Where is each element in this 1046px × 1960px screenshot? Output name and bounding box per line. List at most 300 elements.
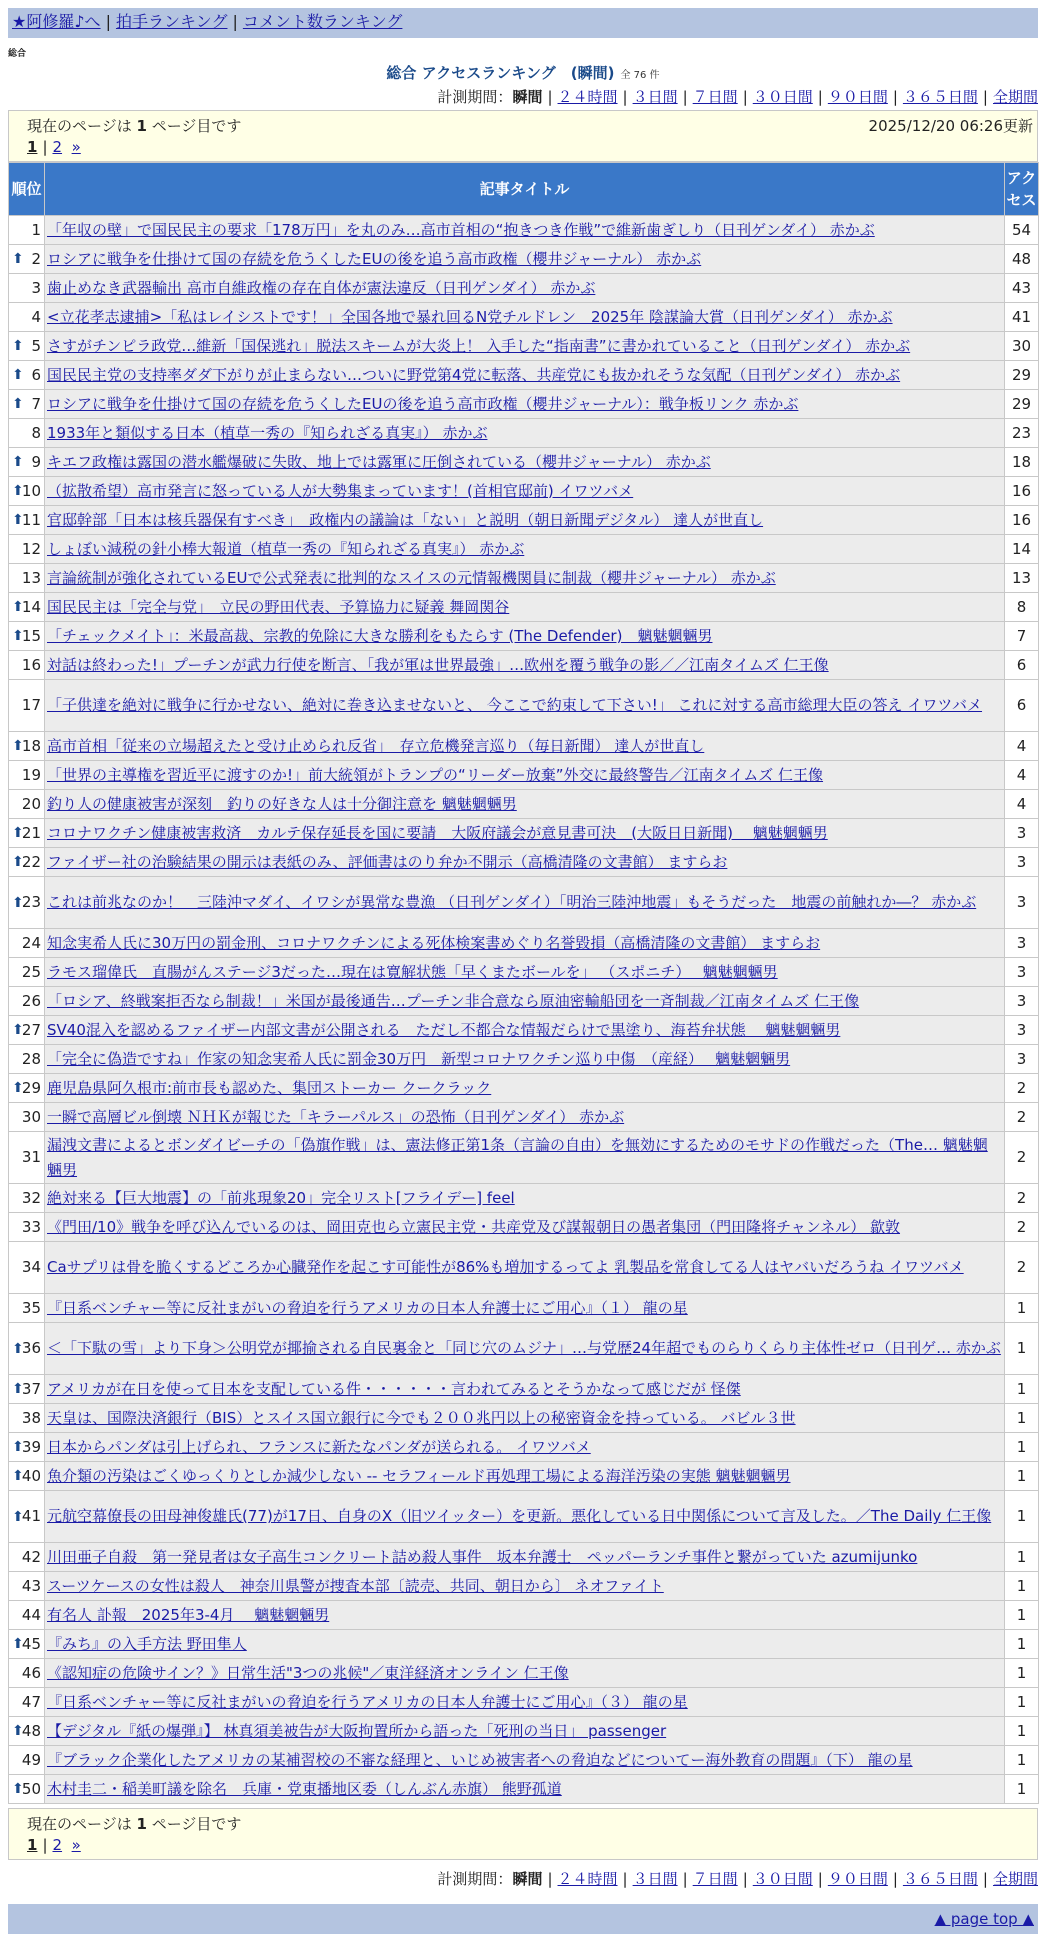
- table-row: [9, 958, 1039, 987]
- access-count: 1: [1005, 1404, 1039, 1433]
- rank-cell: [9, 1775, 45, 1804]
- rank-number: 8: [31, 423, 41, 442]
- next-page-link[interactable]: »: [71, 138, 81, 156]
- page-link-2[interactable]: 2: [52, 1836, 63, 1854]
- article-link[interactable]: 《門田/10》戦争を呼び込んでいるのは、岡田克也ら立憲民主党・共産党及び謀報朝日の愚者集団（門田隆将チャンネル） 歙敦: [47, 1217, 901, 1236]
- table-row: [9, 1746, 1039, 1775]
- article-link[interactable]: アメリカが在日を使って日本を支配している件・・・・・・言われてみるとそうかなって感じだが 怪傑: [47, 1379, 741, 1398]
- rank-number: 36: [21, 1339, 41, 1357]
- article-link[interactable]: 対話は終わった!」プーチンが武力行使を断言、「我が軍は世界最強」…欧州を覆う戦争の影／／江南タイムズ 仁王像: [47, 655, 829, 674]
- page-top-link[interactable]: ▲ page top ▲: [934, 1910, 1034, 1928]
- article-link[interactable]: さすがチンピラ政党…維新「国保逃れ」脱法スキームが大炎上！ 入手した“指南書”に書かれていること（日刊ゲンダイ） 赤かぶ: [47, 336, 911, 355]
- rank-cell: [9, 1074, 45, 1103]
- article-link[interactable]: 官邸幹部「日本は核兵器保有すべき」 政権内の議論は「ない」と説明（朝日新聞デジタル） 達人が世直し: [47, 510, 764, 529]
- rank-cell: [9, 1132, 45, 1184]
- rank-cell: [9, 477, 45, 506]
- access-count: 2: [1005, 1074, 1039, 1103]
- access-count: 1: [1005, 1717, 1039, 1746]
- table-row: [9, 1103, 1039, 1132]
- article-link[interactable]: <立花孝志逮捕>「私はレイシストです！」全国各地で暴れ回るN党チルドレン 2025年 陰謀論大賞（日刊ゲンダイ） 赤かぶ: [47, 307, 893, 326]
- rank-cell: [9, 1213, 45, 1242]
- article-link[interactable]: 1933年と類似する日本（植草一秀の『知られざる真実』） 赤かぶ: [47, 423, 488, 442]
- pager-top: [8, 110, 1038, 162]
- table-row: [9, 1184, 1039, 1213]
- article-link[interactable]: 国民民主は「完全与党」 立民の野田代表、予算協力に疑義 舞岡関谷: [47, 597, 510, 616]
- ranking-table: [8, 162, 1039, 1804]
- access-count: 3: [1005, 877, 1039, 929]
- table-row: [9, 361, 1039, 390]
- table-row: [9, 1659, 1039, 1688]
- rank-number: 21: [21, 823, 41, 842]
- rank-number: 24: [21, 933, 41, 952]
- column-header-access: アクセス: [1005, 163, 1039, 216]
- access-count: 7: [1005, 622, 1039, 651]
- article-link[interactable]: 《認知症の危険サイン？》日常生活"3つの兆候"／東洋経済オンライン 仁王像: [47, 1663, 569, 1682]
- table-row: [9, 1213, 1039, 1242]
- table-row: [9, 987, 1039, 1016]
- article-link[interactable]: 川田亜子自殺 第一発見者は女子高生コンクリート詰め殺人事件 坂本弁護士 ペッパーランチ事件と繋がっていた azumijunko: [47, 1547, 918, 1566]
- rank-cell: [9, 819, 45, 848]
- rank-cell: [9, 361, 45, 390]
- rank-cell: [9, 245, 45, 274]
- access-count: 43: [1005, 274, 1039, 303]
- title-cell: [45, 1572, 1005, 1601]
- title-cell: [45, 1491, 1005, 1543]
- up-arrow-icon: ⬆: [12, 512, 24, 528]
- access-count: 3: [1005, 1045, 1039, 1074]
- rank-number: 9: [31, 452, 41, 471]
- period-option[interactable]: 全期間: [992, 88, 1038, 106]
- rank-cell: [9, 651, 45, 680]
- title-cell: [45, 1630, 1005, 1659]
- page-link-current[interactable]: 1: [27, 1836, 38, 1854]
- rank-cell: [9, 216, 45, 245]
- rank-number: 41: [21, 1507, 41, 1525]
- item-count: 全 76 件: [620, 70, 660, 81]
- title-cell: [45, 564, 1005, 593]
- article-link[interactable]: 「世界の主導権を習近平に渡すのか!」前大統領がトランプの“リーダー放棄”外交に最終警告／江南タイムズ 仁王像: [47, 765, 824, 784]
- table-row: [9, 1543, 1039, 1572]
- nav-home-link[interactable]: ★阿修羅♪へ: [12, 12, 101, 31]
- access-count: 18: [1005, 448, 1039, 477]
- table-row: [9, 1404, 1039, 1433]
- article-link[interactable]: 日本からパンダは引上げられ、フランスに新たなパンダが送られる。 イワツバメ: [47, 1437, 591, 1456]
- rank-number: 23: [21, 893, 41, 911]
- article-link[interactable]: ファイザー社の治験結果の開示は表紙のみ、評価書はのり弁か不開示（高橋清隆の文書館） ますらお: [47, 852, 728, 871]
- title-cell: [45, 361, 1005, 390]
- rank-number: 16: [21, 655, 41, 674]
- period-option[interactable]: ３０日間: [752, 1870, 813, 1888]
- article-link[interactable]: 歯止めなき武器輸出 高市自維政権の存在自体が憲法違反（日刊ゲンダイ） 赤かぶ: [47, 278, 596, 297]
- period-separator: |: [982, 1870, 988, 1888]
- period-option[interactable]: ３０日間: [752, 88, 813, 106]
- table-row: [9, 1074, 1039, 1103]
- rank-cell: [9, 1323, 45, 1375]
- rank-cell: [9, 1433, 45, 1462]
- rank-number: 2: [31, 249, 41, 268]
- category-label: 総合: [8, 49, 27, 59]
- article-link[interactable]: 天皇は、国際決済銀行（BIS）とスイス国立銀行に今でも２００兆円以上の秘密資金を持っている。 バビル３世: [47, 1408, 796, 1427]
- article-link[interactable]: 釣り人の健康被害が深刻 釣りの好きな人は十分御注意を 魑魅魍魎男: [47, 794, 517, 813]
- rank-cell: [9, 958, 45, 987]
- rank-cell: [9, 1103, 45, 1132]
- table-row: [9, 1016, 1039, 1045]
- article-link[interactable]: Caサプリは骨を脆くするどころか心臓発作を起こす可能性が86%も増加するってよ 乳製品を常食してる人はヤバいだろうね イワツバメ: [47, 1258, 964, 1276]
- rank-cell: [9, 419, 45, 448]
- period-option[interactable]: ３日間: [632, 88, 678, 106]
- article-link[interactable]: キエフ政権は露国の潜水艦爆破に失敗、地上では露軍に圧倒されている（櫻井ジャーナル） 赤かぶ: [47, 452, 711, 471]
- rank-cell: [9, 1746, 45, 1775]
- article-link[interactable]: SV40混入を認めるファイザー内部文書が公開される ただし不都合な情報だらけで黒塗り、海苔弁状態 魑魅魍魎男: [47, 1020, 841, 1039]
- table-row: [9, 245, 1039, 274]
- rank-cell: [9, 1659, 45, 1688]
- article-link[interactable]: これは前兆なのか！ 三陸沖マダイ、イワシが異常な豊漁 （日刊ゲンダイ）「明治三陸沖地震」もそうだった 地震の前触れか―？ 赤かぶ: [47, 893, 977, 911]
- column-header-rank: 順位: [9, 163, 45, 216]
- rank-number: 22: [21, 852, 41, 871]
- period-selector-bottom: [437, 1868, 1038, 1889]
- title-cell: [45, 1659, 1005, 1688]
- rank-cell: [9, 1016, 45, 1045]
- title-cell: [45, 274, 1005, 303]
- rank-number: 26: [21, 991, 41, 1010]
- access-count: 4: [1005, 790, 1039, 819]
- article-link[interactable]: 高市首相「従来の立場超えたと受け止められ反省」 存立危機発言巡り（毎日新聞） 達人が世直し: [47, 736, 705, 755]
- pager-bottom: [8, 1808, 1038, 1860]
- table-row: [9, 1572, 1039, 1601]
- table-row: [9, 477, 1039, 506]
- table-row: [9, 1242, 1039, 1294]
- access-count: 1: [1005, 1659, 1039, 1688]
- table-row: [9, 1688, 1039, 1717]
- rank-cell: [9, 1717, 45, 1746]
- title-cell: [45, 506, 1005, 535]
- article-link[interactable]: ロシアに戦争を仕掛けて国の存続を危うくしたEUの後を追う高市政権（櫻井ジャーナル）：戦争板リンク 赤かぶ: [47, 394, 799, 413]
- article-link[interactable]: 「ロシア、終戦案拒否なら制裁！」米国が最後通告…プーチン非合意なら原油密輸船団を一斉制裁／江南タイムズ 仁王像: [47, 991, 860, 1010]
- rank-cell: [9, 535, 45, 564]
- rank-cell: [9, 506, 45, 535]
- access-count: 1: [1005, 1630, 1039, 1659]
- article-link[interactable]: 【デジタル『紙の爆弾』】 林真須美被告が大阪拘置所から語った「死刑の当日」 passenger: [47, 1721, 667, 1740]
- rank-cell: [9, 332, 45, 361]
- access-count: 2: [1005, 1242, 1039, 1294]
- rank-number: 4: [31, 307, 41, 326]
- period-option[interactable]: ７日間: [692, 1870, 738, 1888]
- title-cell: [45, 1462, 1005, 1491]
- table-row: [9, 506, 1039, 535]
- title-cell: [45, 1045, 1005, 1074]
- table-row: [9, 680, 1039, 732]
- title-cell: [45, 332, 1005, 361]
- access-count: 48: [1005, 245, 1039, 274]
- up-arrow-icon: ⬆: [12, 825, 24, 841]
- article-link[interactable]: 『日系ベンチャー等に反社まがいの脅迫を行うアメリカの日本人弁護士にご用心』（３） 龍の星: [47, 1692, 688, 1711]
- rank-cell: [9, 593, 45, 622]
- period-separator: |: [547, 88, 553, 106]
- period-option[interactable]: ２４時間: [557, 1870, 618, 1888]
- table-row: [9, 593, 1039, 622]
- table-row: [9, 1294, 1039, 1323]
- period-label: 計測期間：: [437, 88, 513, 106]
- title-cell: [45, 622, 1005, 651]
- title-cell: [45, 848, 1005, 877]
- rank-cell: [9, 1404, 45, 1433]
- rank-number: 13: [21, 568, 41, 587]
- title-cell: [45, 303, 1005, 332]
- up-arrow-icon: ⬆: [12, 628, 24, 644]
- access-count: 29: [1005, 361, 1039, 390]
- access-count: 54: [1005, 216, 1039, 245]
- access-count: 3: [1005, 958, 1039, 987]
- period-separator: |: [622, 1870, 628, 1888]
- period-separator: |: [547, 1870, 553, 1888]
- article-link[interactable]: 「チェックメイト」：米最高裁、宗教的免除に大きな勝利をもたらす (The Defender) 魑魅魍魎男: [47, 626, 713, 645]
- up-arrow-icon: ⬆: [12, 483, 24, 499]
- title-cell: [45, 216, 1005, 245]
- title-cell: [45, 1404, 1005, 1433]
- article-link[interactable]: 「完全に偽造ですね」作家の知念実希人氏に罰金30万円 新型コロナワクチン巡り中傷 （産経） 魑魅魍魎男: [47, 1049, 791, 1068]
- access-count: 2: [1005, 1184, 1039, 1213]
- title-cell: [45, 593, 1005, 622]
- rank-number: 5: [31, 336, 41, 355]
- nav-clap-ranking-link[interactable]: 拍手ランキング: [115, 12, 228, 31]
- access-count: 3: [1005, 848, 1039, 877]
- up-arrow-icon: ⬆: [12, 1439, 24, 1455]
- up-arrow-icon: ⬆: [12, 396, 24, 412]
- title-cell: [45, 929, 1005, 958]
- table-row: [9, 1132, 1039, 1184]
- article-link[interactable]: 漏洩文書によるとボンダイビーチの「偽旗作戦」は、憲法修正第1条（言論の自由）を無効にするためのモサドの作戦だった（The… 魑魅魍魎男: [47, 1135, 988, 1179]
- article-link[interactable]: 鹿児島県阿久根市:前市長も認めた、集団ストーカー クークラック: [47, 1078, 492, 1097]
- period-option[interactable]: 全期間: [992, 1870, 1038, 1888]
- up-arrow-icon: ⬆: [12, 1781, 24, 1797]
- access-count: 1: [1005, 1543, 1039, 1572]
- title-cell: [45, 1717, 1005, 1746]
- rank-number: 44: [21, 1605, 41, 1624]
- up-arrow-icon: ⬆: [12, 1381, 24, 1397]
- period-separator: |: [742, 1870, 748, 1888]
- period-option[interactable]: ３６５日間: [902, 88, 978, 106]
- title-cell: [45, 390, 1005, 419]
- rank-cell: [9, 790, 45, 819]
- article-link[interactable]: スーツケースの女性は殺人 神奈川県警が捜査本部〔読売、共同、朝日から〕 ネオファイト: [47, 1576, 664, 1595]
- title-cell: [45, 761, 1005, 790]
- table-row: [9, 1717, 1039, 1746]
- rank-cell: [9, 987, 45, 1016]
- page-links: 1 | 2 »: [27, 138, 81, 156]
- rank-number: 48: [21, 1721, 41, 1740]
- table-row: [9, 1323, 1039, 1375]
- article-link[interactable]: 元航空幕僚長の田母神俊雄氏(77)が17日、自身のX（旧ツイッター）を更新。悪化している日中関係について言及した。／The Daily 仁王像: [47, 1507, 992, 1525]
- article-link[interactable]: ロシアに戦争を仕掛けて国の存続を危うくしたEUの後を追う高市政権（櫻井ジャーナル） 赤かぶ: [47, 249, 702, 268]
- title-cell: [45, 1543, 1005, 1572]
- article-link[interactable]: しょぼい減税の針小棒大報道（植草一秀の『知られざる真実』） 赤かぶ: [47, 539, 525, 558]
- access-count: 1: [1005, 1294, 1039, 1323]
- period-separator: |: [817, 1870, 823, 1888]
- column-header-title: 記事タイトル: [45, 163, 1005, 216]
- rank-number: 14: [21, 597, 41, 616]
- table-row: [9, 303, 1039, 332]
- access-count: 2: [1005, 1132, 1039, 1184]
- title-cell: [45, 877, 1005, 929]
- period-separator: |: [682, 88, 688, 106]
- access-count: 3: [1005, 929, 1039, 958]
- rank-cell: [9, 303, 45, 332]
- rank-number: 43: [21, 1576, 41, 1595]
- access-count: 1: [1005, 1688, 1039, 1717]
- access-count: 1: [1005, 1572, 1039, 1601]
- title-cell: [45, 1294, 1005, 1323]
- table-row: [9, 732, 1039, 761]
- page-links: 1 | 2 »: [27, 1836, 81, 1854]
- title-cell: [45, 419, 1005, 448]
- rank-cell: [9, 1184, 45, 1213]
- rank-cell: [9, 1491, 45, 1543]
- period-separator: |: [817, 88, 823, 106]
- title-cell: [45, 1242, 1005, 1294]
- period-separator: |: [622, 88, 628, 106]
- rank-cell: [9, 1045, 45, 1074]
- rank-number: 18: [21, 736, 41, 755]
- access-count: 6: [1005, 680, 1039, 732]
- period-separator: |: [982, 88, 988, 106]
- article-link[interactable]: 有名人 訃報 2025年3-4月 魑魅魍魎男: [47, 1605, 330, 1624]
- title-cell: [45, 1775, 1005, 1804]
- article-link[interactable]: 国民民主党の支持率ダダ下がりが止まらない…ついに野党第4党に転落、共産党にも抜かれそうな気配（日刊ゲンダイ） 赤かぶ: [47, 365, 901, 384]
- period-option[interactable]: ９０日間: [827, 1870, 888, 1888]
- access-count: 4: [1005, 761, 1039, 790]
- rank-number: 25: [21, 962, 41, 981]
- article-link[interactable]: ラモス瑠偉氏 直腸がんステージ3だった…現在は寛解状態「早くまたボールを」 （スポニチ） 魑魅魍魎男: [47, 962, 778, 981]
- table-row: [9, 535, 1039, 564]
- access-count: 3: [1005, 1016, 1039, 1045]
- period-option[interactable]: ３日間: [632, 1870, 678, 1888]
- period-selector-top: [437, 86, 1038, 107]
- article-link[interactable]: 魚介類の汚染はごくゆっくりとしか減少しない -- セラフィールド再処理工場による海洋汚染の実態 魑魅魍魎男: [47, 1466, 791, 1485]
- rank-cell: [9, 1601, 45, 1630]
- article-link[interactable]: 知念実希人氏に30万円の罰金刑、コロナワクチンによる死体検案書めぐり名誉毀損（高橋清隆の文書館） ますらお: [47, 933, 821, 952]
- rank-number: 3: [31, 278, 41, 297]
- rank-number: 20: [21, 794, 41, 813]
- article-link[interactable]: 『日系ベンチャー等に反社まがいの脅迫を行うアメリカの日本人弁護士にご用心』（１） 龍の星: [47, 1298, 688, 1317]
- table-row: [9, 761, 1039, 790]
- current-page-text: 現在のページは 1 ページ目です: [27, 117, 242, 135]
- rank-number: 45: [21, 1634, 41, 1653]
- access-count: 16: [1005, 506, 1039, 535]
- period-option[interactable]: ７日間: [692, 88, 738, 106]
- article-link[interactable]: 木村圭二・稲美町議を除名 兵庫・党東播地区委（しんぶん赤旗） 熊野孤道: [47, 1779, 562, 1798]
- article-link[interactable]: コロナワクチン健康被害救済 カルテ保存延長を国に要請 大阪府議会が意見書可決 (大阪日日新聞) 魑魅魍魎男: [47, 823, 828, 842]
- table-row: [9, 790, 1039, 819]
- up-arrow-icon: ⬆: [12, 367, 24, 383]
- rank-number: 38: [21, 1408, 41, 1427]
- rank-cell: [9, 1630, 45, 1659]
- up-arrow-icon: ⬆: [12, 1022, 24, 1038]
- article-link[interactable]: 「年収の壁」で国民民主の要求「178万円」を丸のみ…高市首相の“抱きつき作戦”で維新歯ぎしり（日刊ゲンダイ） 赤かぶ: [47, 220, 875, 239]
- access-count: 3: [1005, 987, 1039, 1016]
- next-page-link[interactable]: »: [71, 1836, 81, 1854]
- article-link[interactable]: 『ブラック企業化したアメリカの某補習校の不審な経理と、いじめ被害者への脅迫などについてー海外教育の問題』（下） 龍の星: [47, 1750, 913, 1769]
- access-count: 14: [1005, 535, 1039, 564]
- period-option[interactable]: ３６５日間: [902, 1870, 978, 1888]
- article-link[interactable]: ＜「下駄の雪」より下身＞公明党が揶揄される自民裏金と「同じ穴のムジナ」…与党歴24年超でものらりくらり主体性ゼロ（日刊ゲ… 赤かぶ: [47, 1339, 1001, 1357]
- article-link[interactable]: 「子供達を絶対に戦争に行かせない、絶対に巻き込ませないと、 今ここで約束して下さい!」 これに対する高市総理大臣の答え イワツバメ: [47, 696, 983, 714]
- access-count: 23: [1005, 419, 1039, 448]
- period-option[interactable]: ２４時間: [557, 88, 618, 106]
- rank-number: 40: [21, 1466, 41, 1485]
- access-count: 1: [1005, 1462, 1039, 1491]
- table-header-row: [9, 163, 1039, 216]
- title-cell: [45, 1323, 1005, 1375]
- current-page-text: 現在のページは 1 ページ目です: [27, 1815, 242, 1833]
- rank-number: 12: [21, 539, 41, 558]
- table-row: [9, 274, 1039, 303]
- period-separator: |: [682, 1870, 688, 1888]
- article-link[interactable]: 言論統制が強化されているEUで公式発表に批判的なスイスの元情報機関員に制裁（櫻井ジャーナル） 赤かぶ: [47, 568, 776, 587]
- rank-number: 28: [21, 1049, 41, 1068]
- article-link[interactable]: 『みち』の入手方法 野田隼人: [47, 1634, 247, 1653]
- title-cell: [45, 651, 1005, 680]
- rank-number: 29: [21, 1078, 41, 1097]
- nav-separator: |: [105, 12, 111, 31]
- table-row: [9, 419, 1039, 448]
- table-row: [9, 1433, 1039, 1462]
- page-link-current[interactable]: 1: [27, 138, 38, 156]
- title-cell: [45, 477, 1005, 506]
- period-label: 計測期間：: [437, 1870, 513, 1888]
- article-link[interactable]: 絶対来る【巨大地震】の「前兆現象20」完全リスト[フライデー] feel: [47, 1188, 515, 1207]
- rank-number: 30: [21, 1107, 41, 1126]
- up-arrow-icon: ⬆: [12, 1468, 24, 1484]
- article-link[interactable]: （拡散希望）高市発言に怒っている人が大勢集まっています！(首相官邸前) イワツバメ: [47, 481, 634, 500]
- title-cell: [45, 790, 1005, 819]
- article-link[interactable]: 一瞬で高層ビル倒壊 ＮＨＫが報じた「キラーパルス」の恐怖（日刊ゲンダイ） 赤かぶ: [47, 1107, 625, 1126]
- period-option: 瞬間: [512, 88, 543, 106]
- up-arrow-icon: ⬆: [12, 599, 24, 615]
- title-cell: [45, 732, 1005, 761]
- up-arrow-icon: ⬆: [12, 1080, 24, 1096]
- nav-comment-ranking-link[interactable]: コメント数ランキング: [242, 12, 403, 31]
- rank-number: 17: [21, 696, 41, 714]
- rank-cell: [9, 1688, 45, 1717]
- table-row: [9, 1630, 1039, 1659]
- rank-number: 19: [21, 765, 41, 784]
- table-row: [9, 1775, 1039, 1804]
- table-row: [9, 216, 1039, 245]
- table-row: [9, 1601, 1039, 1630]
- title-cell: [45, 1601, 1005, 1630]
- title-cell: [45, 958, 1005, 987]
- up-arrow-icon: ⬆: [12, 1340, 24, 1357]
- rank-number: 37: [21, 1379, 41, 1398]
- bottom-bar: [8, 1904, 1038, 1934]
- table-row: [9, 448, 1039, 477]
- title-cell: [45, 680, 1005, 732]
- period-option[interactable]: ９０日間: [827, 88, 888, 106]
- period-option: 瞬間: [512, 1870, 543, 1888]
- period-separator: |: [892, 88, 898, 106]
- table-row: [9, 819, 1039, 848]
- rank-cell: [9, 564, 45, 593]
- access-count: 2: [1005, 1103, 1039, 1132]
- title-cell: [45, 1074, 1005, 1103]
- rank-number: 32: [21, 1188, 41, 1207]
- rank-cell: [9, 274, 45, 303]
- rank-number: 34: [21, 1258, 41, 1276]
- page-link-2[interactable]: 2: [52, 138, 63, 156]
- title-cell: [45, 1433, 1005, 1462]
- access-count: 8: [1005, 593, 1039, 622]
- title-cell: [45, 1213, 1005, 1242]
